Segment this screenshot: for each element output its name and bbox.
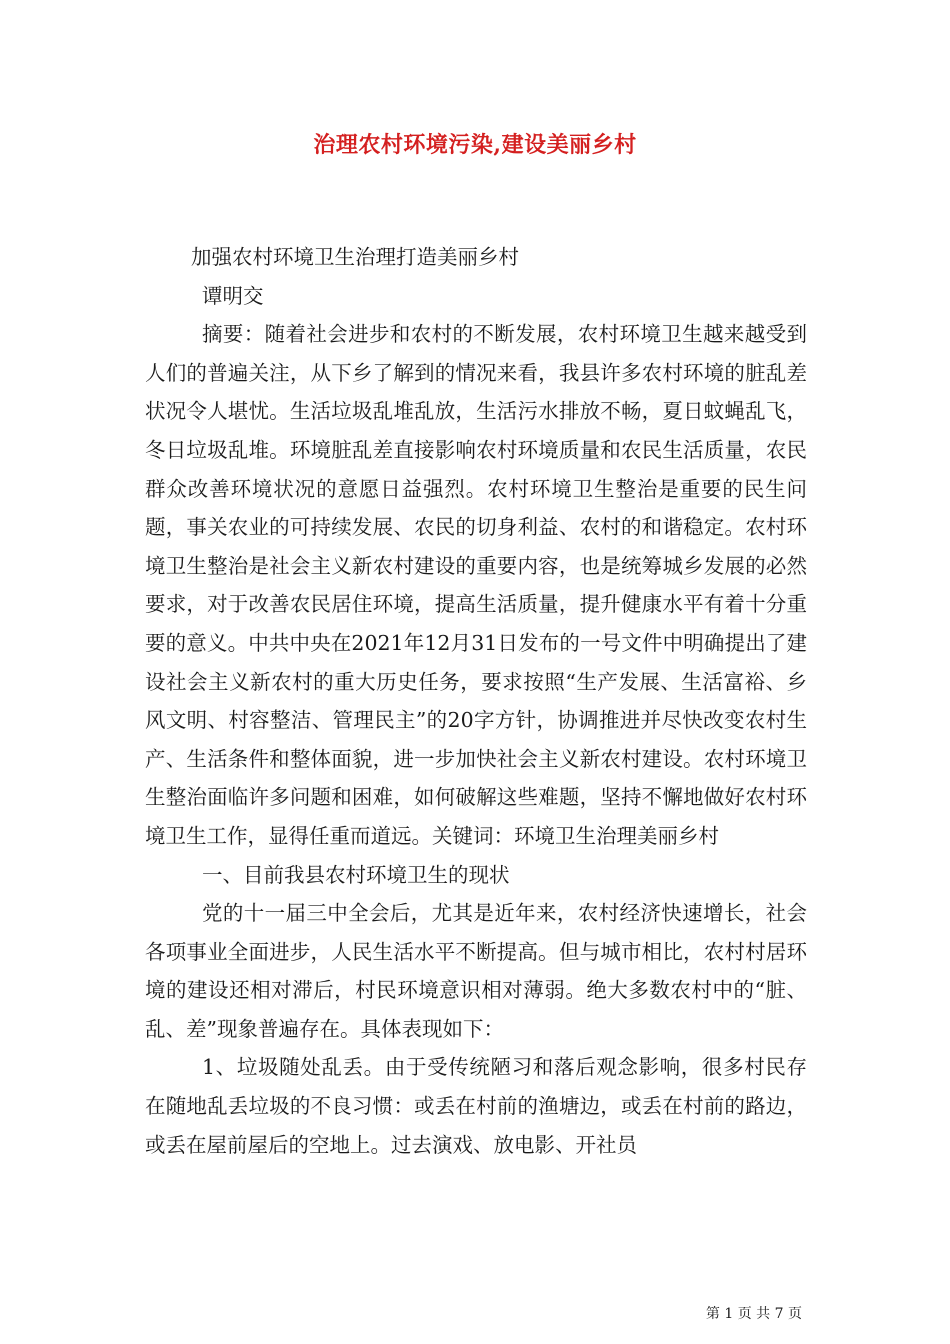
list-item-paragraph: 1、垃圾随处乱丢。由于受传统陋习和落后观念影响，很多村民存在随地乱丢垃圾的不良习惯：或丢在村前的渔塘边，或丢在村前的路边，或丢在屋前屋后的空地上。过去演戏、放电影、开社员 bbox=[145, 1055, 807, 1157]
document-body bbox=[145, 238, 807, 1164]
document-title: 治理农村环境污染,建设美丽乡村 bbox=[313, 132, 637, 158]
section-paragraph: 党的十一届三中全会后，尤其是近年来，农村经济快速增长，社会各项事业全面进步，人民生活水平不断提高。但与城市相比，农村村居环境的建设还相对滞后，村民环境意识相对薄弱。绝大多数农村中的“脏、乱、差”现象普遍存在。具体表现如下： bbox=[145, 901, 807, 1041]
author-name: 谭明交 bbox=[202, 283, 264, 308]
abstract-paragraph: 摘要：随着社会进步和农村的不断发展，农村环境卫生越来越受到人们的普遍关注，从下乡了解到的情况来看，我县许多农村环境的脏乱差状况令人堪忧。生活垃圾乱堆乱放，生活污水排放不畅，夏日蚊蝇乱飞，冬日垃圾乱堆。环境脏乱差直接影响农村环境质量和农民生活质量，农民群众改善环境状况的意愿日益强烈。农村环境卫生整治是重要的民生问题，事关农业的可持续发展、农民的切身利益、农村的和谐稳定。农村环境卫生整治是社会主义新农村建设的重要内容，也是统筹城乡发展的必然要求，对于改善农民居住环境，提高生活质量，提升健康水平有着十分重要的意义。中共中央在2021年12月31日发布的一号文件中明确提出了建设社会主义新农村的重大历史任务，要求按照“生产发展、生活富裕、乡风文明、村容整洁、管理民主”的20字方针，协调推进并尽快改变农村生产、生活条件和整体面貌，进一步加快社会主义新农村建设。农村环境卫生整治面临许多问题和困难，如何破解这些难题，坚持不懈地做好农村环境卫生工作，显得任重而道远。关键词：环境卫生治理美丽乡村 bbox=[145, 322, 807, 848]
document-subtitle: 加强农村环境卫生治理打造美丽乡村 bbox=[191, 245, 519, 269]
section-heading: 一、目前我县农村环境卫生的现状 bbox=[202, 862, 510, 887]
page-number: 第 1 页 共 7 页 bbox=[705, 1306, 802, 1322]
